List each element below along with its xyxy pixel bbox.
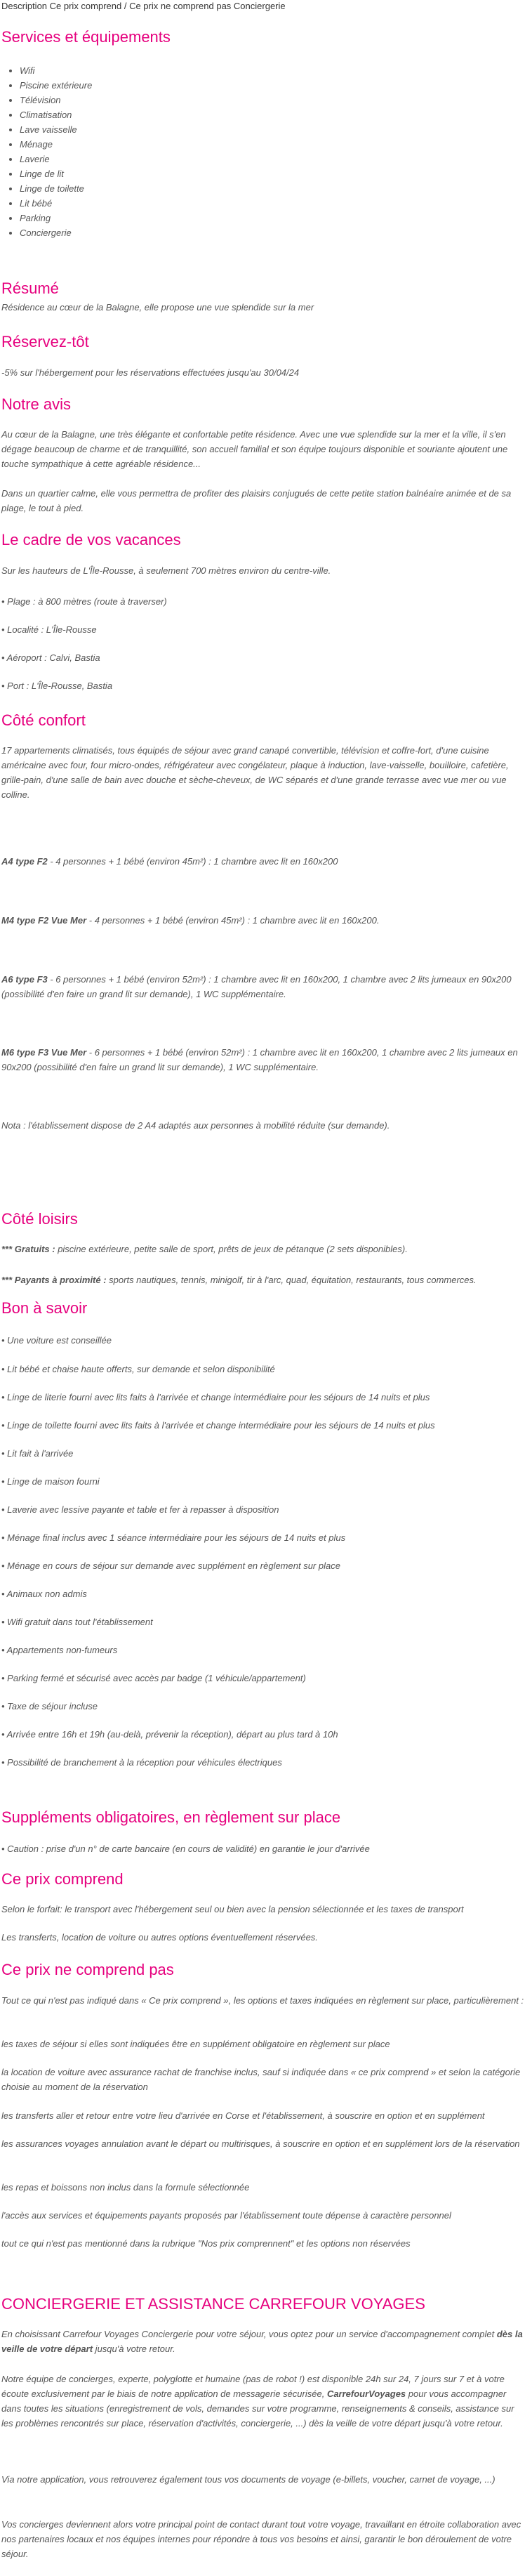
concierge-p1-b: dès la veille de votre départ <box>1 2329 523 2354</box>
savoir-item: • Lit bébé et chaise haute offerts, sur demande et selon disponibilité <box>1 1364 275 1374</box>
cadre-intro: Sur les hauteurs de L'Île-Rousse, à seulement 700 mètres environ du centre-ville. <box>1 565 331 576</box>
avis-section <box>1 397 528 412</box>
service-item: • Lave vaisselle <box>20 122 528 137</box>
savoir-title: Bon à savoir <box>1 1299 88 1317</box>
ne-comprend-item: tout ce qui n'est pas mentionné dans la rubrique "Nos prix comprennent" et les options non réservées <box>1 2238 411 2249</box>
savoir-item: • Appartements non-fumeurs <box>1 1645 118 1655</box>
savoir-item: • Arrivée entre 16h et 19h (au-delà, prévenir la réception), départ au plus tard à 10h <box>1 1729 338 1740</box>
loisirs-section <box>1 1211 528 1227</box>
service-item: • Linge de lit <box>20 166 528 181</box>
cadre-title: Le cadre de vos vacances <box>1 531 181 548</box>
ne-comprend-item: la location de voiture avec assurance rachat de franchise inclus, sauf si indiquée dans « ce prix comprend » et selon la catégorie choisie au moment de la réservation <box>1 2067 521 2092</box>
payants-label: *** Payants à proximité : <box>1 1275 107 1285</box>
gratuits-label: *** Gratuits : <box>1 1244 55 1254</box>
savoir-section <box>1 1301 528 1316</box>
confort-intro: 17 appartements climatisés, tous équipés de séjour avec grand canapé convertible, télévision et coffre-fort, d'une cuisine américaine avec four, four micro-ondes, réfrigérateur avec congélateur, plaque à induction, lave-vaisselle, bouilloire, cafetière, grille-pain, d'une salle de bain avec douche et sèche-cheveux, de WC séparés et d'une grande terrasse avec vue mer ou vue colline. <box>1 745 509 800</box>
service-item: • Linge de toilette <box>20 181 528 196</box>
comprend-title: Ce prix comprend <box>1 1870 124 1888</box>
cadre-line: • Plage : à 800 mètres (route à traverser) <box>1 596 167 607</box>
apt-type-desc: - 6 personnes + 1 bébé (environ 52m²) : 1 chambre avec lit en 160x200, 1 chambre avec 2 lits jumeaux en 90x200 (possibilité d'en faire un grand lit sur demande), 1 WC supplémentaire. <box>1 1047 518 1072</box>
apt-type <box>1 854 528 869</box>
savoir-item: • Taxe de séjour incluse <box>1 1701 98 1711</box>
apt-type-desc: - 4 personnes + 1 bébé (environ 45m²) : 1 chambre avec lit en 160x200 <box>47 856 338 867</box>
apt-type <box>1 1045 528 1075</box>
loisirs-payants <box>1 1273 528 1287</box>
service-item: • Parking <box>20 211 528 225</box>
service-item: • Ménage <box>20 137 528 152</box>
savoir-item: • Ménage final inclus avec 1 séance intermédiaire pour les séjours de 14 nuits et plus <box>1 1532 346 1543</box>
comprend-p1: Selon le forfait: le transport avec l'hébergement seul ou bien avec la pension sélectionnée et les taxes de transport <box>1 1904 464 1914</box>
resume-section <box>1 281 528 296</box>
comprend-section <box>1 1872 528 1887</box>
cadre-section <box>1 532 528 548</box>
ne-comprend-item: l'accès aux services et équipements payants proposés par l'établissement toute dépense à caractère personnel <box>1 2210 451 2221</box>
gratuits-text: piscine extérieure, petite salle de sport, prêts de jeux de pétanque (2 sets disponibles). <box>55 1244 408 1254</box>
avis-p2: Dans un quartier calme, elle vous permettra de profiter des plaisirs conjugués de cette petite station balnéaire animée et de sa plage, le tout à pied. <box>1 488 512 513</box>
service-item: • Piscine extérieure <box>20 78 528 93</box>
service-item: • Conciergerie <box>20 225 528 240</box>
ne-comprend-item: les taxes de séjour si elles sont indiquées être en supplément obligatoire en règlement sur place <box>1 2039 390 2049</box>
ne-comprend-item: les repas et boissons non inclus dans la formule sélectionnée <box>1 2182 250 2193</box>
payants-text: sports nautiques, tennis, minigolf, tir à l'arc, quad, équitation, restaurants, tous commerces. <box>106 1275 477 1285</box>
reservez-text: -5% sur l'hébergement pour les réservations effectuées jusqu'au 30/04/24 <box>1 367 300 378</box>
confort-title: Côté confort <box>1 711 86 729</box>
ne-comprend-section <box>1 1962 528 1978</box>
ne-comprend-item: Tout ce qui n'est pas indiqué dans « Ce prix comprend », les options et taxes indiquées en règlement sur place, particulièrement : <box>1 1995 524 2006</box>
conciergerie-section <box>1 2296 528 2312</box>
supplements-title: Suppléments obligatoires, en règlement sur place <box>1 1808 341 1826</box>
service-item: • Wifi <box>20 63 528 78</box>
concierge-p2-b: CarrefourVoyages <box>326 2388 406 2399</box>
ne-comprend-item: les transferts aller et retour entre votre lieu d'arrivée en Corse et l'établissement, à souscrire en option et en supplément <box>1 2110 485 2121</box>
cadre-line: • Aéroport : Calvi, Bastia <box>1 652 100 663</box>
conciergerie-p4: Vos concierges deviennent alors votre principal point de contact durant tout votre voyage, travaillant en étroite collaboration avec nos partenaires locaux et nos équipes internes pour répondre à tous vos besoins et ainsi, garantir le bon déroulement de votre séjour. <box>1 2519 521 2559</box>
apt-type <box>1 972 528 1001</box>
savoir-item: • Une voiture est conseillée <box>1 1335 112 1346</box>
apt-type-desc: - 4 personnes + 1 bébé (environ 45m²) : 1 chambre avec lit en 160x200. <box>86 915 380 926</box>
savoir-item: • Linge de toilette fourni avec lits faits à l'arrivée et change intermédiaire pour les séjours de 14 nuits et plus <box>1 1420 435 1431</box>
supplements-section <box>1 1810 528 1825</box>
supplements-text: • Caution : prise d'un n° de carte bancaire (en cours de validité) en garantie le jour d'arrivée <box>1 1844 370 1854</box>
service-item: • Climatisation <box>20 107 528 122</box>
services-list <box>1 63 528 240</box>
savoir-item: • Parking fermé et sécurisé avec accès par badge (1 véhicule/appartement) <box>1 1673 306 1683</box>
reservez-section <box>1 334 528 350</box>
avis-p1: Au cœur de la Balagne, une très élégante et confortable petite résidence. Avec une vue splendide sur la mer et la ville, il s'en dégage beaucoup de charme et de tranquillité, son accueil familial et son équipe toujours disponible et souriante ajoutent une touche sympathique à cette agréable résidence... <box>1 429 508 469</box>
savoir-item: • Possibilité de branchement à la réception pour véhicules électriques <box>1 1757 282 1768</box>
description-line <box>1 0 528 13</box>
apt-type-name: M4 type F2 Vue Mer <box>1 915 87 926</box>
resume-text: Résidence au cœur de la Balagne, elle propose une vue splendide sur la mer <box>1 302 314 313</box>
reservez-title: Réservez-tôt <box>1 333 89 350</box>
conciergerie-p2 <box>1 2372 528 2431</box>
service-item: • Télévision <box>20 93 528 107</box>
concierge-p2-c: pour vous accompagner dans toutes les situations (enregistrement de vols, demandes sur votre programme, renseignements & conseils, assistance sur les problèmes rencontrés sur place, réservation d'activités, conciergerie, ...) dès la veille de votre départ jusqu'à votre retour. <box>1 2388 514 2429</box>
savoir-item: • Linge de maison fourni <box>1 1476 100 1487</box>
services-title: Services et équipements <box>1 28 171 46</box>
concierge-p1-a: En choisissant Carrefour Voyages Conciergerie pour votre séjour, vous optez pour un service d'accompagnement complet <box>1 2329 497 2339</box>
apt-type-name: M6 type F3 Vue Mer <box>1 1047 87 1058</box>
description-text: Description Ce prix comprend / Ce prix ne comprend pas Conciergerie <box>1 1 286 11</box>
apt-type <box>1 913 528 928</box>
conciergerie-p3: Via notre application, vous retrouverez également tous vos documents de voyage (e-billets, voucher, carnet de voyage, ...) <box>1 2474 496 2485</box>
savoir-item: • Wifi gratuit dans tout l'établissement <box>1 1617 153 1627</box>
savoir-item: • Laverie avec lessive payante et table et fer à repasser à disposition <box>1 1504 279 1515</box>
avis-title: Notre avis <box>1 395 72 413</box>
savoir-item: • Lit fait à l'arrivée <box>1 1448 74 1459</box>
concierge-p1-c: jusqu'à votre retour. <box>93 2344 175 2354</box>
apt-type-name: A6 type F3 <box>1 974 48 985</box>
savoir-item: • Ménage en cours de séjour sur demande avec supplément en règlement sur place <box>1 1560 340 1571</box>
resume-title: Résumé <box>1 280 59 297</box>
services-section <box>1 29 528 45</box>
savoir-item: • Animaux non admis <box>1 1589 87 1599</box>
conciergerie-p1 <box>1 2327 528 2356</box>
comprend-p2: Les transferts, location de voiture ou autres options éventuellement réservées. <box>1 1932 318 1943</box>
service-item: • Lit bébé <box>20 196 528 211</box>
loisirs-gratuits <box>1 1242 528 1256</box>
ne-comprend-title: Ce prix ne comprend pas <box>1 1961 174 1978</box>
apt-type-name: A4 type F2 <box>1 856 48 867</box>
savoir-item: • Linge de literie fourni avec lits faits à l'arrivée et change intermédiaire pour les séjours de 14 nuits et plus <box>1 1392 430 1402</box>
confort-note: Nota : l'établissement dispose de 2 A4 adaptés aux personnes à mobilité réduite (sur demande). <box>1 1120 390 1131</box>
concierge-p2-a: Notre équipe de concierges, experte, polyglotte et humaine (pas de robot !) est disponible 24h sur 24, 7 jours sur 7 et à votre écoute exclusivement par le biais de notre application de messagerie sécurisée, <box>1 2374 505 2399</box>
loisirs-title: Côté loisirs <box>1 1210 78 1228</box>
ne-comprend-item: les assurances voyages annulation avant le départ ou multirisques, à souscrire en option et en supplément lors de la réservation <box>1 2138 520 2149</box>
conciergerie-title: CONCIERGERIE ET ASSISTANCE CARREFOUR VOYAGES <box>1 2295 425 2313</box>
confort-section <box>1 713 528 728</box>
apt-type-desc: - 6 personnes + 1 bébé (environ 52m²) : 1 chambre avec lit en 160x200, 1 chambre avec 2 lits jumeaux en 90x200 (possibilité d'en faire un grand lit sur demande), 1 WC supplémentaire. <box>1 974 512 999</box>
cadre-line: • Localité : L'Île-Rousse <box>1 624 97 635</box>
cadre-line: • Port : L'Île-Rousse, Bastia <box>1 681 113 691</box>
service-item: • Laverie <box>20 152 528 166</box>
